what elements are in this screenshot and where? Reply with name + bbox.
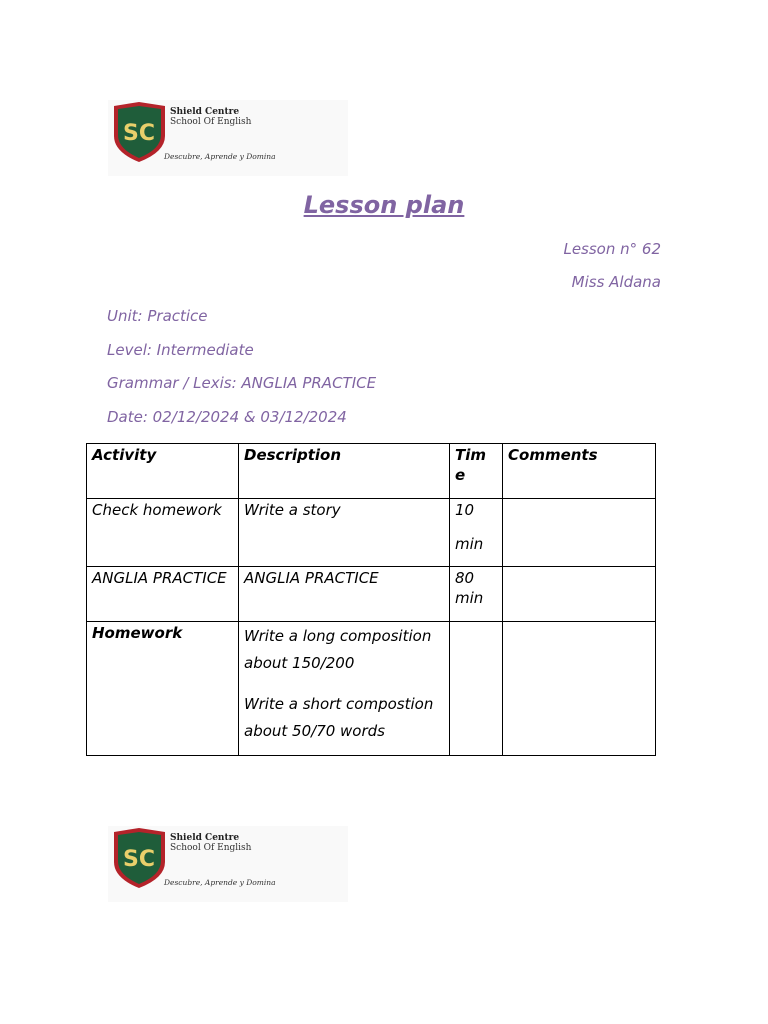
lesson-number: Lesson n° 62: [563, 240, 661, 258]
logo-tagline: Descubre, Aprende y Domina: [164, 152, 276, 161]
cell-comments: [503, 567, 656, 622]
table-row: [87, 567, 656, 622]
header-description: Description: [239, 444, 450, 499]
cell-description: [239, 622, 450, 756]
unit-line: Unit: Practice: [107, 307, 208, 325]
cell-comments: [503, 622, 656, 756]
header-time-part1: Tim: [455, 446, 487, 464]
header-activity: Activity: [87, 444, 239, 499]
grammar-line: Grammar / Lexis: ANGLIA PRACTICE: [107, 374, 377, 392]
cell-description: ANGLIA PRACTICE: [239, 567, 450, 622]
header-comments: Comments: [503, 444, 656, 499]
date-line: Date: 02/12/2024 & 03/12/2024: [107, 408, 347, 426]
cell-time-value: 10: [455, 501, 475, 519]
logo-name-line2: School Of English: [170, 843, 252, 853]
cell-time: [450, 567, 503, 622]
lesson-plan-table: [86, 443, 656, 756]
table-row: [87, 622, 656, 756]
logo-initials: SC: [123, 847, 155, 872]
logo-initials: SC: [123, 121, 155, 146]
logo-name-line1: Shield Centre: [170, 833, 240, 843]
shield-logo-icon: [108, 826, 348, 902]
logo-name-line2: School Of English: [170, 117, 252, 127]
table-header-row: [87, 444, 656, 499]
cell-time-value: 80: [455, 569, 475, 587]
header-time-part2: e: [455, 466, 466, 484]
cell-activity: Check homework: [87, 499, 239, 567]
page-title: Lesson plan: [303, 191, 465, 219]
table-row: [87, 499, 656, 567]
cell-time: [450, 499, 503, 567]
homework-line-1a: Write a long composition: [244, 627, 432, 645]
cell-time: [450, 622, 503, 756]
level-line: Level: Intermediate: [107, 341, 254, 359]
school-logo-footer: [108, 826, 348, 902]
school-logo: [108, 100, 348, 176]
cell-time-unit: min: [455, 589, 484, 607]
cell-comments: [503, 499, 656, 567]
header-time: [450, 444, 503, 499]
shield-logo-icon: [108, 100, 348, 176]
homework-line-2b: about 50/70 words: [244, 722, 385, 740]
cell-time-unit: min: [455, 535, 484, 553]
homework-line-2a: Write a short compostion: [244, 695, 434, 713]
cell-activity: ANGLIA PRACTICE: [87, 567, 239, 622]
teacher-name: Miss Aldana: [571, 273, 661, 291]
cell-activity: Homework: [87, 622, 239, 756]
logo-name-line1: Shield Centre: [170, 107, 240, 117]
logo-tagline: Descubre, Aprende y Domina: [164, 878, 276, 887]
homework-line-1b: about 150/200: [244, 654, 355, 672]
cell-description: Write a story: [239, 499, 450, 567]
